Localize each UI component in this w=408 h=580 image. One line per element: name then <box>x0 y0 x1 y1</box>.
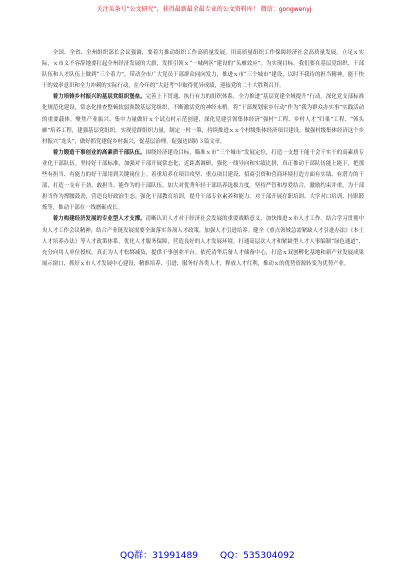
paragraph-4-heading: 着力构建经济发展的专业型人才支撑。 <box>52 216 146 223</box>
paragraph-2-heading: 着力培铸乡村振兴的基层党组织堡垒。 <box>52 94 146 101</box>
paragraph-2-text: 完善上下贯通、执行有力的组织体系，全力推进“基层党建全域提升”行动，深化党支部标准化规范化建设，常态化排查整顿软弱涣散基层党组织，不断激活党的神经末梢。将“干部规划家乡行动”作为“我为群众办实事”实践活动的重要载体，聚焦产业振兴，集中力量做好ｘ个试点村示范创建，深化党建引领集体经济“强村”工程、乡村人才“归巢”工程、“领头雁”培养工程，建强基层党组织。实现党群组织力量，制定一村一策，持续推进ｘｘ个村级集体经济项目建设，做强村级集体经济这个乡村振兴“龙头”，做好抓党建促乡村振兴，促基层治理，促强边固防３篇文章。 <box>42 94 364 145</box>
paragraph-2 <box>42 92 364 147</box>
paragraph-4 <box>42 214 364 269</box>
qq-number: QQ：535304092 <box>220 551 295 561</box>
paragraph-3 <box>42 148 364 215</box>
header-banner: 关注头条号“公文研究”，获得最新最全最专业的公文资料库！ 微信：gongwenyj <box>96 6 312 13</box>
qq-group-number: QQ群：31991489 <box>120 551 198 561</box>
paragraph-1-text: 全国、全省、全州组织部长会议强调，要着力推动组织工作高质量发展，用高质量组织工作保障经济社会高质量发展。立足ｘ实际，ｘ市义不容辞地要扛起全州经济发展的大旗，发挥引领ｘ“一城两区”建设的“头雁效应”。为实现目标，我们要在基层党组织、干部队伍和人才队伍上做到“三个着力”，带动全市广大党员干部群众同向发力，推进ｘ市“三个城市”建设，以时不我待的担当精神，能干快干的效率意识和全力冲刺的实际行动，在今年的“大赶考”中取得优异成绩，迎接党的二十大胜利召开。 <box>42 50 364 90</box>
document-body <box>42 48 364 270</box>
paragraph-3-heading: 着力锻造干事创业的高素质干部队伍。 <box>52 149 146 156</box>
paragraph-1 <box>42 48 364 92</box>
paragraph-3-text: 围绕经济建设目标，瞄准ｘ市“三个城市”发展定位，打造一支想干能干会干实干的高素质专业化干部队伍。坚持好干部标准，加强对干部开展常态化、近距离调研，强化一线导向和实绩比拼，真正推动干部队伍能上能下，把那些有担当、有能力的好干部用到关键岗位上。着重培养在项目攻坚、重点项目建设、招商引资和营商环境打造方面有实绩、有潜力的干部，打造一支有干劲、敢担当、能作为的干部队伍，加大对优秀年轻干部培养选拔力度。坚持严管和厚爱结合，激励约束并重，为干部担当作为撑腰鼓劲，营造良好政治生态。强化干部教育培训，提升干部专业素养和能力。对干部开展在职培训、大学对口培训、挂职锻炼等，推动干部在一线磨砺成长。 <box>42 149 364 212</box>
paragraph-4-text: 清晰认识人才对于经济社会发展的重要战略意义，加快推进ｘ市人才工作。结合学习贯彻中央人才工作会议精神，结合产业链发展需要全面落实各项人才政策，加强人才引进培养。健全《重点领域急需紧缺人才引进办法》《本土人才培养办法》等人才政策体系，优化人才服务保障，营造良好的人才发展环境。打通高层次人才和紧缺型人才人事编制“绿色通道”，充分向用人单位授权，真正为人才松绑减负，提供干事创业平台。依托清华后备人才储备中心，打造ｘ双创孵化基地和新产业发展成果展示窗口，抓好ｘ市人才发展中心建设，精准培养、引进、服务好各类人才，释放人才红利，推动ｘ的优势资源转变为优势产业。 <box>42 216 364 267</box>
